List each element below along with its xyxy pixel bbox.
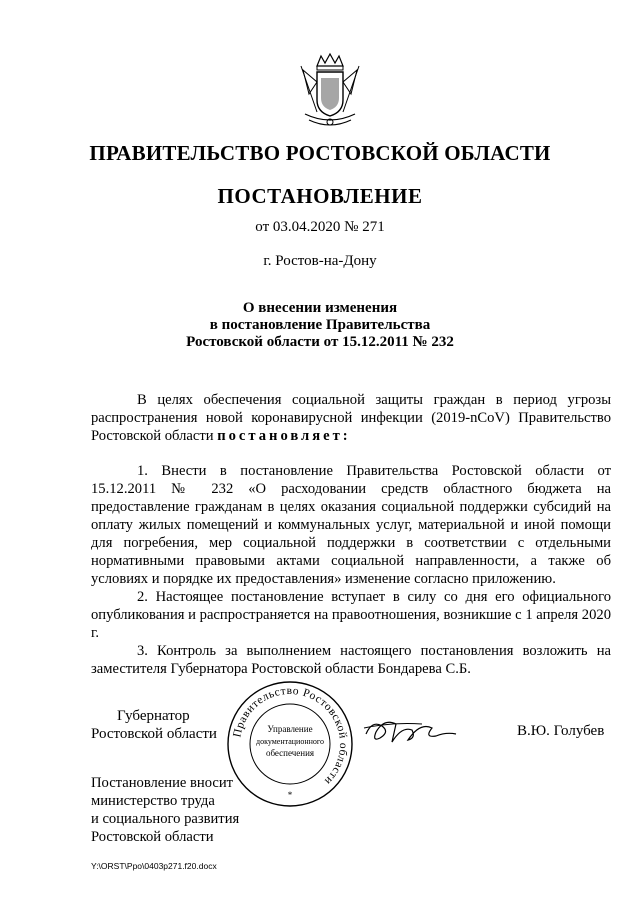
official-stamp [226, 680, 354, 808]
subject-line: Ростовской области от 15.12.2011 № 232 [186, 334, 454, 350]
stamp-line: обеспечения [265, 748, 315, 758]
introduced-by-line: и социального развития [91, 811, 240, 827]
footer-file-path: Y:\ORST\Ppo\0403p271.f20.docx [91, 861, 217, 871]
stamp-line: документационного [256, 737, 324, 746]
signatory-title-line: Ростовской области [91, 726, 217, 742]
handwritten-signature [362, 712, 458, 752]
decree-item-1: 1. Внести в постановление Правительства Ростовской области от 15.12.2011 № 232 «О расходовании средств областного бюджета на предоставление гражданам в целях оказания социальной поддержки субсидий на оплату жилых помещений и коммунальных услуг, материальной и иной помощи для погребения, мер социальной поддержки в соответствии с отдельными нормативными правовыми актами социальной направленности, а также об условиях и порядке их предоставления» изменение согласно приложению. [91, 463, 611, 587]
decree-item-2: 2. Настоящее постановление вступает в силу со дня его официального опубликования и распространяется на правоотношения, возникшие с 1 апреля 2020 г. [91, 589, 611, 641]
stamp-line: Управление [267, 724, 313, 734]
stamp-star-icon: * [287, 790, 293, 800]
signatory-title [91, 707, 217, 743]
organization-title: ПРАВИТЕЛЬСТВО РОСТОВСКОЙ ОБЛАСТИ [89, 141, 551, 165]
decree-item-3: 3. Контроль за выполнением настоящего постановления возложить на заместителя Губернатора Ростовской области Бондарева С.Б. [91, 643, 611, 677]
decree-word: постановляет: [217, 428, 351, 444]
introduced-by-line: министерство труда [91, 793, 215, 809]
signatory-name: В.Ю. Голубев [517, 723, 605, 739]
introduced-by-line: Ростовской области [91, 829, 214, 845]
decree-items [91, 462, 611, 678]
subject-line: в постановление Правительства [209, 317, 431, 333]
introduced-by-block [91, 774, 239, 846]
signatory-title-line: Губернатор [117, 708, 190, 724]
document-type-title: ПОСТАНОВЛЕНИЕ [217, 184, 423, 208]
document-city: г. Ростов-на-Дону [263, 253, 377, 269]
document-subject [0, 300, 640, 351]
stamp-ring-text: Правительство Ростовской области [231, 684, 350, 788]
coat-of-arms-emblem [295, 52, 365, 132]
preamble-paragraph [91, 391, 611, 445]
document-date-number: от 03.04.2020 № 271 [255, 219, 385, 235]
preamble-text: В целях обеспечения социальной защиты граждан в период угрозы распространения новой коронавирусной инфекции (2019-nCoV) Правительство Ростовской области [91, 392, 611, 444]
subject-line: О внесении изменения [242, 300, 398, 316]
introduced-by-line: Постановление вносит [91, 775, 234, 791]
